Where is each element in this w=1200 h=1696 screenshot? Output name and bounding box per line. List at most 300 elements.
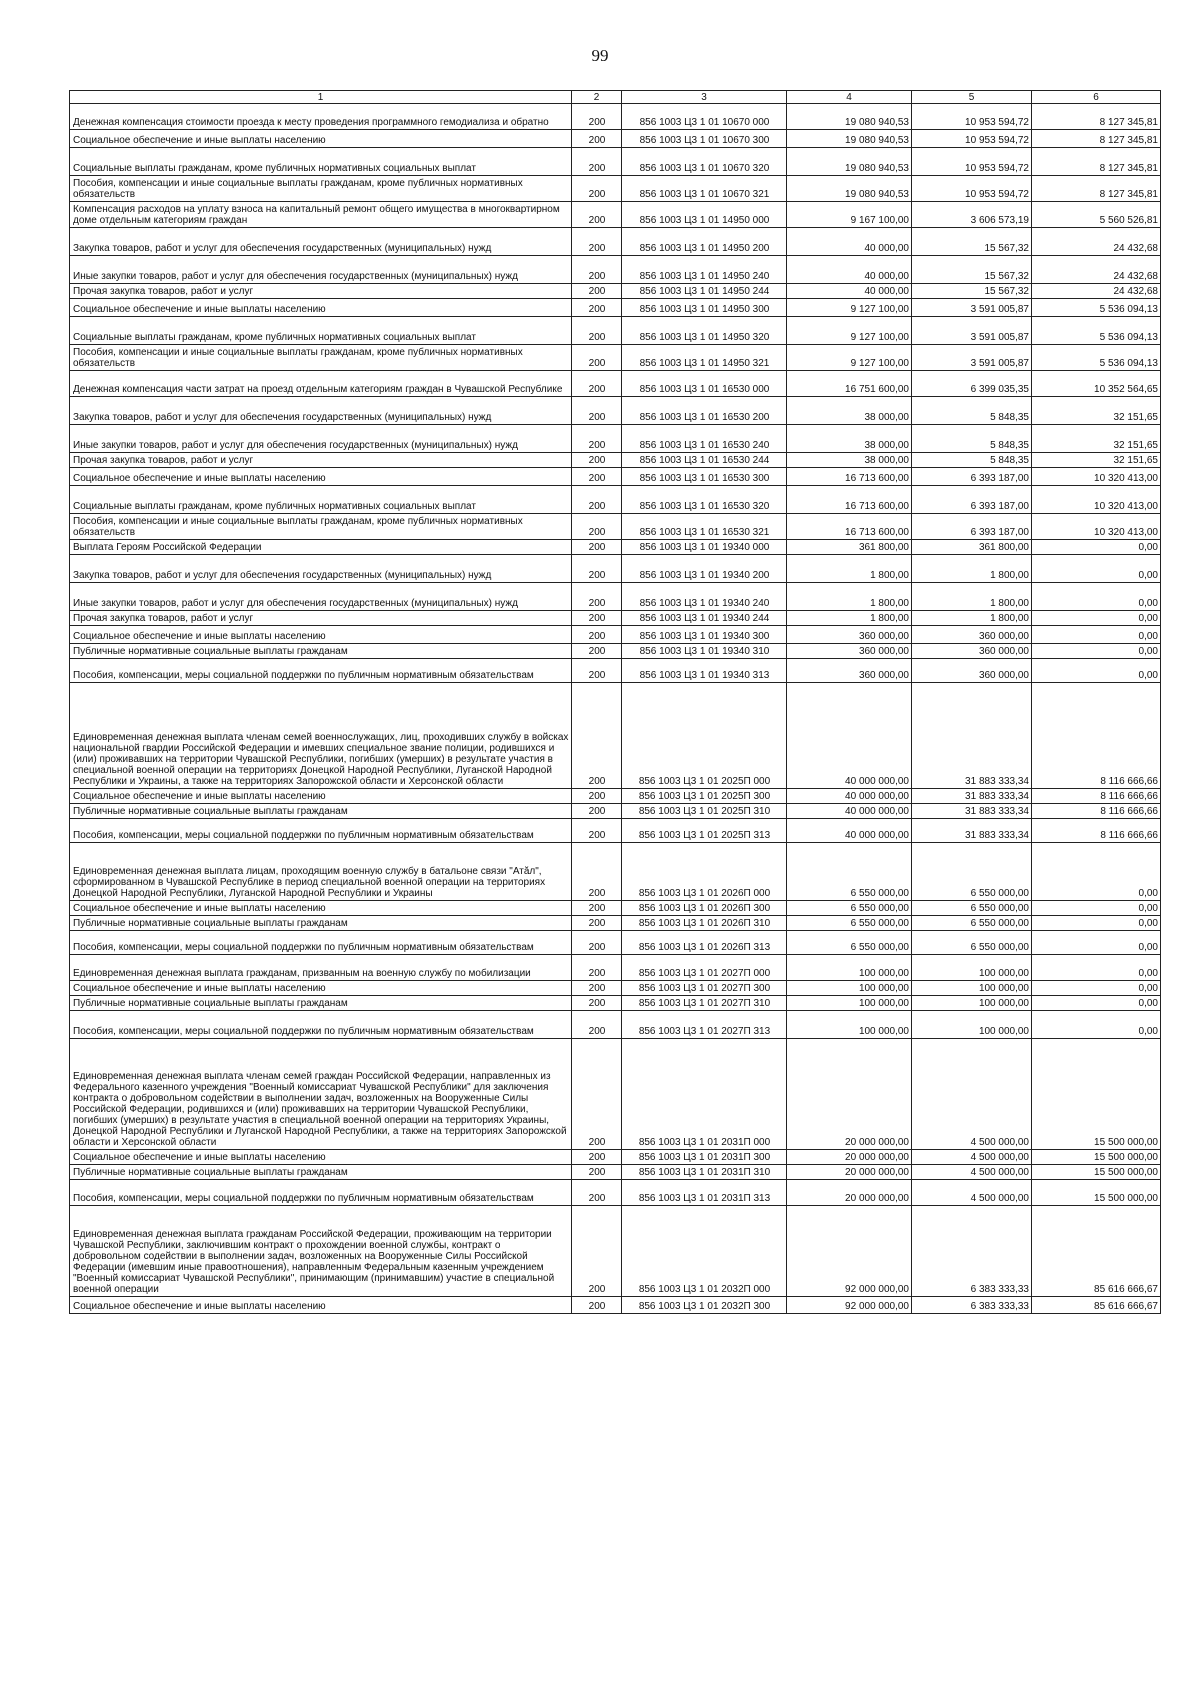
row-dept-code: 200 bbox=[572, 955, 622, 981]
table-row bbox=[70, 202, 1161, 228]
row-value-col5: 6 550 000,00 bbox=[912, 843, 1032, 901]
row-classification-code: 856 1003 Ц3 1 01 2031П 310 bbox=[622, 1165, 787, 1180]
row-name: Пособия, компенсации, меры социальной поддержки по публичным нормативным обязательствам bbox=[70, 1011, 572, 1039]
row-dept-code: 200 bbox=[572, 1150, 622, 1165]
row-value-col6: 0,00 bbox=[1032, 611, 1161, 626]
row-classification-code: 856 1003 Ц3 1 01 14950 300 bbox=[622, 299, 787, 317]
table-row bbox=[70, 819, 1161, 843]
row-dept-code: 200 bbox=[572, 299, 622, 317]
row-value-col4: 19 080 940,53 bbox=[787, 176, 912, 202]
row-classification-code: 856 1003 Ц3 1 01 2031П 000 bbox=[622, 1039, 787, 1150]
row-classification-code: 856 1003 Ц3 1 01 2026П 313 bbox=[622, 931, 787, 955]
row-value-col4: 92 000 000,00 bbox=[787, 1206, 912, 1297]
table-row bbox=[70, 299, 1161, 317]
row-classification-code: 856 1003 Ц3 1 01 14950 000 bbox=[622, 202, 787, 228]
row-value-col5: 100 000,00 bbox=[912, 955, 1032, 981]
row-value-col6: 85 616 666,67 bbox=[1032, 1297, 1161, 1314]
row-classification-code: 856 1003 Ц3 1 01 19340 310 bbox=[622, 644, 787, 659]
row-value-col5: 4 500 000,00 bbox=[912, 1165, 1032, 1180]
row-value-col6: 8 127 345,81 bbox=[1032, 104, 1161, 130]
table-row bbox=[70, 626, 1161, 644]
row-value-col6: 0,00 bbox=[1032, 916, 1161, 931]
row-value-col6: 24 432,68 bbox=[1032, 256, 1161, 284]
row-value-col6: 0,00 bbox=[1032, 540, 1161, 555]
row-classification-code: 856 1003 Ц3 1 01 2025П 313 bbox=[622, 819, 787, 843]
row-dept-code: 200 bbox=[572, 843, 622, 901]
row-classification-code: 856 1003 Ц3 1 01 2031П 313 bbox=[622, 1180, 787, 1206]
table-row bbox=[70, 789, 1161, 804]
table-row bbox=[70, 683, 1161, 789]
row-value-col4: 9 127 100,00 bbox=[787, 299, 912, 317]
row-value-col4: 20 000 000,00 bbox=[787, 1180, 912, 1206]
header-row bbox=[70, 91, 1161, 104]
row-dept-code: 200 bbox=[572, 371, 622, 397]
row-value-col4: 19 080 940,53 bbox=[787, 104, 912, 130]
row-classification-code: 856 1003 Ц3 1 01 16530 000 bbox=[622, 371, 787, 397]
row-value-col5: 4 500 000,00 bbox=[912, 1150, 1032, 1165]
row-value-col6: 24 432,68 bbox=[1032, 284, 1161, 299]
row-value-col4: 360 000,00 bbox=[787, 644, 912, 659]
row-value-col6: 5 560 526,81 bbox=[1032, 202, 1161, 228]
row-dept-code: 200 bbox=[572, 397, 622, 425]
row-name: Прочая закупка товаров, работ и услуг bbox=[70, 611, 572, 626]
row-name: Денежная компенсация стоимости проезда к месту проведения программного гемодиализа и обратно bbox=[70, 104, 572, 130]
table-row bbox=[70, 1206, 1161, 1297]
row-dept-code: 200 bbox=[572, 555, 622, 583]
row-value-col6: 15 500 000,00 bbox=[1032, 1165, 1161, 1180]
row-name: Публичные нормативные социальные выплаты гражданам bbox=[70, 644, 572, 659]
row-value-col4: 1 800,00 bbox=[787, 583, 912, 611]
row-dept-code: 200 bbox=[572, 514, 622, 540]
row-name: Выплата Героям Российской Федерации bbox=[70, 540, 572, 555]
row-dept-code: 200 bbox=[572, 901, 622, 916]
row-classification-code: 856 1003 Ц3 1 01 2027П 310 bbox=[622, 996, 787, 1011]
row-name: Социальное обеспечение и иные выплаты населению bbox=[70, 1297, 572, 1314]
row-value-col6: 0,00 bbox=[1032, 843, 1161, 901]
row-value-col6: 8 127 345,81 bbox=[1032, 176, 1161, 202]
row-value-col6: 10 320 413,00 bbox=[1032, 468, 1161, 486]
row-dept-code: 200 bbox=[572, 130, 622, 148]
row-dept-code: 200 bbox=[572, 683, 622, 789]
row-dept-code: 200 bbox=[572, 202, 622, 228]
row-value-col5: 360 000,00 bbox=[912, 626, 1032, 644]
row-value-col6: 0,00 bbox=[1032, 1011, 1161, 1039]
row-value-col5: 100 000,00 bbox=[912, 981, 1032, 996]
row-value-col4: 6 550 000,00 bbox=[787, 931, 912, 955]
row-value-col4: 1 800,00 bbox=[787, 555, 912, 583]
row-classification-code: 856 1003 Ц3 1 01 2026П 000 bbox=[622, 843, 787, 901]
row-dept-code: 200 bbox=[572, 644, 622, 659]
row-value-col6: 15 500 000,00 bbox=[1032, 1150, 1161, 1165]
row-value-col4: 16 713 600,00 bbox=[787, 486, 912, 514]
row-value-col5: 360 000,00 bbox=[912, 659, 1032, 683]
page-number: 99 bbox=[591, 46, 609, 65]
table-row bbox=[70, 901, 1161, 916]
row-value-col4: 6 550 000,00 bbox=[787, 916, 912, 931]
row-name: Единовременная денежная выплата гражданам Российской Федерации, проживающим на территории Чувашской Республики, заключившим контракт о прохождении военной службы, контракт о добровольном содействии в выполнении задач, возложенных на Вооруженные Силы Российской Федерации (имевшим иные правоотношения), направленным Федеральным казенным учреждением "Военный комиссариат Чувашской Республики", принимающим (принимавшим) участие в специальной военной операции bbox=[70, 1206, 572, 1297]
row-value-col4: 20 000 000,00 bbox=[787, 1039, 912, 1150]
row-name: Пособия, компенсации, меры социальной поддержки по публичным нормативным обязательствам bbox=[70, 659, 572, 683]
row-value-col4: 100 000,00 bbox=[787, 981, 912, 996]
row-dept-code: 200 bbox=[572, 626, 622, 644]
table-row bbox=[70, 843, 1161, 901]
row-value-col6: 0,00 bbox=[1032, 981, 1161, 996]
row-name: Закупка товаров, работ и услуг для обеспечения государственных (муниципальных) нужд bbox=[70, 228, 572, 256]
row-value-col4: 6 550 000,00 bbox=[787, 901, 912, 916]
row-name: Социальное обеспечение и иные выплаты населению bbox=[70, 1150, 572, 1165]
row-name: Пособия, компенсации, меры социальной поддержки по публичным нормативным обязательствам bbox=[70, 931, 572, 955]
row-value-col5: 3 606 573,19 bbox=[912, 202, 1032, 228]
row-name: Единовременная денежная выплата лицам, проходящим военную службу в батальоне связи "Атӑл", сформированном в Чувашской Республике в период специальной военной операции на территориях Донецкой Народной Республики, Луганской Народной Республики и Украины bbox=[70, 843, 572, 901]
row-value-col4: 9 167 100,00 bbox=[787, 202, 912, 228]
row-value-col6: 0,00 bbox=[1032, 583, 1161, 611]
row-value-col6: 24 432,68 bbox=[1032, 228, 1161, 256]
row-value-col5: 6 393 187,00 bbox=[912, 514, 1032, 540]
table-row bbox=[70, 1150, 1161, 1165]
row-value-col6: 10 352 564,65 bbox=[1032, 371, 1161, 397]
row-classification-code: 856 1003 Ц3 1 01 16530 300 bbox=[622, 468, 787, 486]
row-name: Единовременная денежная выплата членам семей военнослужащих, лиц, проходивших службу в войсках национальной гвардии Российской Федерации и имевших специальное звание полиции, родившихся и (или) проживавших на территории Чувашской Республики, погибших (умерших) в результате участия в специальной военной операции на территориях Донецкой Народной Республики, Луганской Народной Республики и Украины, а также на территориях Запорожской области и Херсонской области bbox=[70, 683, 572, 789]
table-row bbox=[70, 284, 1161, 299]
row-value-col6: 15 500 000,00 bbox=[1032, 1180, 1161, 1206]
row-name: Пособия, компенсации, меры социальной поддержки по публичным нормативным обязательствам bbox=[70, 1180, 572, 1206]
row-classification-code: 856 1003 Ц3 1 01 10670 300 bbox=[622, 130, 787, 148]
row-value-col6: 0,00 bbox=[1032, 626, 1161, 644]
row-dept-code: 200 bbox=[572, 284, 622, 299]
row-dept-code: 200 bbox=[572, 1165, 622, 1180]
row-value-col6: 32 151,65 bbox=[1032, 397, 1161, 425]
row-value-col4: 38 000,00 bbox=[787, 453, 912, 468]
table-row bbox=[70, 804, 1161, 819]
row-name: Иные закупки товаров, работ и услуг для обеспечения государственных (муниципальных) нужд bbox=[70, 256, 572, 284]
table-row bbox=[70, 1297, 1161, 1314]
table-body bbox=[70, 104, 1161, 1314]
row-classification-code: 856 1003 Ц3 1 01 2027П 313 bbox=[622, 1011, 787, 1039]
row-classification-code: 856 1003 Ц3 1 01 2032П 000 bbox=[622, 1206, 787, 1297]
row-classification-code: 856 1003 Ц3 1 01 10670 321 bbox=[622, 176, 787, 202]
row-classification-code: 856 1003 Ц3 1 01 19340 200 bbox=[622, 555, 787, 583]
row-value-col4: 40 000 000,00 bbox=[787, 789, 912, 804]
row-value-col5: 100 000,00 bbox=[912, 1011, 1032, 1039]
row-value-col4: 40 000 000,00 bbox=[787, 683, 912, 789]
row-dept-code: 200 bbox=[572, 453, 622, 468]
row-dept-code: 200 bbox=[572, 256, 622, 284]
header-col-6: 6 bbox=[1032, 91, 1161, 104]
row-value-col6: 0,00 bbox=[1032, 555, 1161, 583]
table-row bbox=[70, 931, 1161, 955]
row-name: Закупка товаров, работ и услуг для обеспечения государственных (муниципальных) нужд bbox=[70, 555, 572, 583]
row-dept-code: 200 bbox=[572, 996, 622, 1011]
row-classification-code: 856 1003 Ц3 1 01 14950 321 bbox=[622, 345, 787, 371]
row-value-col4: 1 800,00 bbox=[787, 611, 912, 626]
row-dept-code: 200 bbox=[572, 317, 622, 345]
row-value-col4: 361 800,00 bbox=[787, 540, 912, 555]
row-value-col6: 0,00 bbox=[1032, 955, 1161, 981]
row-dept-code: 200 bbox=[572, 583, 622, 611]
row-value-col6: 8 116 666,66 bbox=[1032, 819, 1161, 843]
row-value-col5: 10 953 594,72 bbox=[912, 104, 1032, 130]
row-dept-code: 200 bbox=[572, 1011, 622, 1039]
table-row bbox=[70, 644, 1161, 659]
row-value-col4: 100 000,00 bbox=[787, 1011, 912, 1039]
row-value-col6: 0,00 bbox=[1032, 644, 1161, 659]
row-name: Иные закупки товаров, работ и услуг для обеспечения государственных (муниципальных) нужд bbox=[70, 425, 572, 453]
table-row bbox=[70, 611, 1161, 626]
row-value-col5: 6 399 035,35 bbox=[912, 371, 1032, 397]
row-value-col6: 8 116 666,66 bbox=[1032, 683, 1161, 789]
row-value-col6: 10 320 413,00 bbox=[1032, 514, 1161, 540]
row-classification-code: 856 1003 Ц3 1 01 2027П 000 bbox=[622, 955, 787, 981]
row-value-col6: 5 536 094,13 bbox=[1032, 299, 1161, 317]
row-value-col5: 5 848,35 bbox=[912, 397, 1032, 425]
row-value-col4: 100 000,00 bbox=[787, 996, 912, 1011]
row-value-col5: 3 591 005,87 bbox=[912, 345, 1032, 371]
row-value-col6: 5 536 094,13 bbox=[1032, 317, 1161, 345]
row-classification-code: 856 1003 Ц3 1 01 16530 240 bbox=[622, 425, 787, 453]
row-value-col5: 100 000,00 bbox=[912, 996, 1032, 1011]
table-row bbox=[70, 453, 1161, 468]
row-dept-code: 200 bbox=[572, 916, 622, 931]
row-value-col4: 40 000,00 bbox=[787, 228, 912, 256]
row-dept-code: 200 bbox=[572, 486, 622, 514]
row-classification-code: 856 1003 Ц3 1 01 19340 240 bbox=[622, 583, 787, 611]
row-value-col5: 31 883 333,34 bbox=[912, 789, 1032, 804]
row-name: Публичные нормативные социальные выплаты гражданам bbox=[70, 1165, 572, 1180]
row-dept-code: 200 bbox=[572, 176, 622, 202]
row-value-col4: 38 000,00 bbox=[787, 425, 912, 453]
row-value-col5: 6 383 333,33 bbox=[912, 1297, 1032, 1314]
row-dept-code: 200 bbox=[572, 425, 622, 453]
table-row bbox=[70, 514, 1161, 540]
table-row bbox=[70, 130, 1161, 148]
row-value-col5: 6 393 187,00 bbox=[912, 468, 1032, 486]
row-dept-code: 200 bbox=[572, 104, 622, 130]
row-dept-code: 200 bbox=[572, 468, 622, 486]
row-value-col4: 40 000,00 bbox=[787, 256, 912, 284]
row-name: Денежная компенсация части затрат на проезд отдельным категориям граждан в Чувашской Республике bbox=[70, 371, 572, 397]
row-name: Компенсация расходов на уплату взноса на капитальный ремонт общего имущества в многоквартирном доме отдельным категориям граждан bbox=[70, 202, 572, 228]
row-name: Социальное обеспечение и иные выплаты населению bbox=[70, 130, 572, 148]
row-name: Социальное обеспечение и иные выплаты населению bbox=[70, 468, 572, 486]
row-classification-code: 856 1003 Ц3 1 01 2025П 000 bbox=[622, 683, 787, 789]
table-row bbox=[70, 397, 1161, 425]
row-name: Пособия, компенсации и иные социальные выплаты гражданам, кроме публичных нормативных обязательств bbox=[70, 345, 572, 371]
table-row bbox=[70, 1011, 1161, 1039]
row-value-col4: 100 000,00 bbox=[787, 955, 912, 981]
row-name: Пособия, компенсации и иные социальные выплаты гражданам, кроме публичных нормативных обязательств bbox=[70, 176, 572, 202]
row-name: Публичные нормативные социальные выплаты гражданам bbox=[70, 916, 572, 931]
row-value-col4: 9 127 100,00 bbox=[787, 345, 912, 371]
row-classification-code: 856 1003 Ц3 1 01 16530 200 bbox=[622, 397, 787, 425]
table-row bbox=[70, 317, 1161, 345]
row-classification-code: 856 1003 Ц3 1 01 2031П 300 bbox=[622, 1150, 787, 1165]
table-row bbox=[70, 256, 1161, 284]
row-value-col4: 16 751 600,00 bbox=[787, 371, 912, 397]
table-row bbox=[70, 916, 1161, 931]
row-value-col6: 5 536 094,13 bbox=[1032, 345, 1161, 371]
row-value-col4: 40 000,00 bbox=[787, 284, 912, 299]
row-name: Социальное обеспечение и иные выплаты населению bbox=[70, 901, 572, 916]
row-dept-code: 200 bbox=[572, 981, 622, 996]
row-name: Публичные нормативные социальные выплаты гражданам bbox=[70, 804, 572, 819]
row-value-col6: 0,00 bbox=[1032, 901, 1161, 916]
row-value-col5: 360 000,00 bbox=[912, 644, 1032, 659]
table-row bbox=[70, 345, 1161, 371]
table-row bbox=[70, 104, 1161, 130]
row-name: Единовременная денежная выплата членам семей граждан Российской Федерации, направленных из Федерального казенного учреждения "Военный комиссариат Чувашской Республики" для заключения контракта о добровольном содействии в выполнении задач, возложенных на Вооруженные Силы Российской Федерации, родившихся и (или) проживавших на территории Чувашской Республики, погибших (умерших) в результате участия в специальной военной операции на территориях Украины, Донецкой Народной Республики и Луганской Народной Республики, а также на территориях Запорожской области и Херсонской области bbox=[70, 1039, 572, 1150]
row-classification-code: 856 1003 Ц3 1 01 16530 321 bbox=[622, 514, 787, 540]
header-col-2: 2 bbox=[572, 91, 622, 104]
row-value-col6: 15 500 000,00 bbox=[1032, 1039, 1161, 1150]
row-value-col5: 1 800,00 bbox=[912, 555, 1032, 583]
row-name: Социальные выплаты гражданам, кроме публичных нормативных социальных выплат bbox=[70, 148, 572, 176]
row-classification-code: 856 1003 Ц3 1 01 14950 244 bbox=[622, 284, 787, 299]
row-value-col5: 6 550 000,00 bbox=[912, 931, 1032, 955]
row-value-col5: 15 567,32 bbox=[912, 256, 1032, 284]
row-value-col4: 360 000,00 bbox=[787, 659, 912, 683]
row-dept-code: 200 bbox=[572, 931, 622, 955]
row-value-col5: 10 953 594,72 bbox=[912, 148, 1032, 176]
table-header bbox=[70, 91, 1161, 104]
row-dept-code: 200 bbox=[572, 1297, 622, 1314]
row-name: Иные закупки товаров, работ и услуг для обеспечения государственных (муниципальных) нужд bbox=[70, 583, 572, 611]
row-classification-code: 856 1003 Ц3 1 01 10670 000 bbox=[622, 104, 787, 130]
row-value-col6: 8 116 666,66 bbox=[1032, 789, 1161, 804]
row-value-col4: 19 080 940,53 bbox=[787, 130, 912, 148]
table-row bbox=[70, 228, 1161, 256]
row-value-col4: 40 000 000,00 bbox=[787, 804, 912, 819]
row-value-col5: 31 883 333,34 bbox=[912, 683, 1032, 789]
row-value-col6: 8 127 345,81 bbox=[1032, 130, 1161, 148]
row-classification-code: 856 1003 Ц3 1 01 2025П 300 bbox=[622, 789, 787, 804]
row-value-col4: 38 000,00 bbox=[787, 397, 912, 425]
row-value-col6: 85 616 666,67 bbox=[1032, 1206, 1161, 1297]
table-row bbox=[70, 1165, 1161, 1180]
row-value-col5: 6 550 000,00 bbox=[912, 916, 1032, 931]
row-dept-code: 200 bbox=[572, 659, 622, 683]
row-value-col4: 20 000 000,00 bbox=[787, 1165, 912, 1180]
table-row bbox=[70, 148, 1161, 176]
row-dept-code: 200 bbox=[572, 1180, 622, 1206]
row-name: Социальные выплаты гражданам, кроме публичных нормативных социальных выплат bbox=[70, 317, 572, 345]
row-dept-code: 200 bbox=[572, 611, 622, 626]
row-value-col5: 10 953 594,72 bbox=[912, 176, 1032, 202]
row-value-col5: 3 591 005,87 bbox=[912, 317, 1032, 345]
row-dept-code: 200 bbox=[572, 345, 622, 371]
row-value-col5: 31 883 333,34 bbox=[912, 804, 1032, 819]
row-value-col6: 32 151,65 bbox=[1032, 425, 1161, 453]
row-value-col4: 360 000,00 bbox=[787, 626, 912, 644]
row-name: Публичные нормативные социальные выплаты гражданам bbox=[70, 996, 572, 1011]
row-value-col5: 6 393 187,00 bbox=[912, 486, 1032, 514]
row-value-col5: 31 883 333,34 bbox=[912, 819, 1032, 843]
row-classification-code: 856 1003 Ц3 1 01 14950 200 bbox=[622, 228, 787, 256]
table-row bbox=[70, 425, 1161, 453]
row-value-col5: 361 800,00 bbox=[912, 540, 1032, 555]
row-classification-code: 856 1003 Ц3 1 01 19340 244 bbox=[622, 611, 787, 626]
table-row bbox=[70, 981, 1161, 996]
row-value-col5: 5 848,35 bbox=[912, 425, 1032, 453]
row-value-col5: 5 848,35 bbox=[912, 453, 1032, 468]
table-row bbox=[70, 371, 1161, 397]
row-value-col6: 8 127 345,81 bbox=[1032, 148, 1161, 176]
row-value-col4: 16 713 600,00 bbox=[787, 468, 912, 486]
row-classification-code: 856 1003 Ц3 1 01 14950 240 bbox=[622, 256, 787, 284]
row-dept-code: 200 bbox=[572, 1039, 622, 1150]
row-classification-code: 856 1003 Ц3 1 01 19340 313 bbox=[622, 659, 787, 683]
row-classification-code: 856 1003 Ц3 1 01 2025П 310 bbox=[622, 804, 787, 819]
row-classification-code: 856 1003 Ц3 1 01 16530 320 bbox=[622, 486, 787, 514]
table-row bbox=[70, 468, 1161, 486]
row-classification-code: 856 1003 Ц3 1 01 14950 320 bbox=[622, 317, 787, 345]
row-value-col4: 6 550 000,00 bbox=[787, 843, 912, 901]
row-dept-code: 200 bbox=[572, 148, 622, 176]
table-row bbox=[70, 540, 1161, 555]
row-value-col4: 20 000 000,00 bbox=[787, 1150, 912, 1165]
row-name: Закупка товаров, работ и услуг для обеспечения государственных (муниципальных) нужд bbox=[70, 397, 572, 425]
row-dept-code: 200 bbox=[572, 789, 622, 804]
row-value-col4: 40 000 000,00 bbox=[787, 819, 912, 843]
row-name: Прочая закупка товаров, работ и услуг bbox=[70, 453, 572, 468]
row-dept-code: 200 bbox=[572, 819, 622, 843]
row-dept-code: 200 bbox=[572, 804, 622, 819]
row-classification-code: 856 1003 Ц3 1 01 10670 320 bbox=[622, 148, 787, 176]
row-value-col5: 15 567,32 bbox=[912, 228, 1032, 256]
budget-table bbox=[69, 90, 1161, 1314]
table-row bbox=[70, 659, 1161, 683]
row-value-col5: 1 800,00 bbox=[912, 611, 1032, 626]
header-col-4: 4 bbox=[787, 91, 912, 104]
table-row bbox=[70, 555, 1161, 583]
row-value-col6: 10 320 413,00 bbox=[1032, 486, 1161, 514]
row-name: Пособия, компенсации, меры социальной поддержки по публичным нормативным обязательствам bbox=[70, 819, 572, 843]
table-row bbox=[70, 486, 1161, 514]
table-row bbox=[70, 1180, 1161, 1206]
table-row bbox=[70, 996, 1161, 1011]
row-name: Единовременная денежная выплата гражданам, призванным на военную службу по мобилизации bbox=[70, 955, 572, 981]
row-classification-code: 856 1003 Ц3 1 01 2032П 300 bbox=[622, 1297, 787, 1314]
row-name: Социальные выплаты гражданам, кроме публичных нормативных социальных выплат bbox=[70, 486, 572, 514]
row-value-col5: 6 550 000,00 bbox=[912, 901, 1032, 916]
row-classification-code: 856 1003 Ц3 1 01 2027П 300 bbox=[622, 981, 787, 996]
row-classification-code: 856 1003 Ц3 1 01 16530 244 bbox=[622, 453, 787, 468]
row-name: Социальное обеспечение и иные выплаты населению bbox=[70, 981, 572, 996]
row-value-col5: 15 567,32 bbox=[912, 284, 1032, 299]
table-row bbox=[70, 955, 1161, 981]
row-name: Социальное обеспечение и иные выплаты населению bbox=[70, 299, 572, 317]
row-value-col5: 4 500 000,00 bbox=[912, 1180, 1032, 1206]
row-value-col5: 10 953 594,72 bbox=[912, 130, 1032, 148]
row-value-col6: 32 151,65 bbox=[1032, 453, 1161, 468]
table-row bbox=[70, 176, 1161, 202]
header-col-1: 1 bbox=[70, 91, 572, 104]
table-row bbox=[70, 583, 1161, 611]
table-row bbox=[70, 1039, 1161, 1150]
row-classification-code: 856 1003 Ц3 1 01 2026П 310 bbox=[622, 916, 787, 931]
row-value-col6: 0,00 bbox=[1032, 659, 1161, 683]
row-value-col4: 16 713 600,00 bbox=[787, 514, 912, 540]
row-classification-code: 856 1003 Ц3 1 01 19340 300 bbox=[622, 626, 787, 644]
row-dept-code: 200 bbox=[572, 540, 622, 555]
row-value-col5: 3 591 005,87 bbox=[912, 299, 1032, 317]
row-value-col4: 9 127 100,00 bbox=[787, 317, 912, 345]
row-value-col4: 19 080 940,53 bbox=[787, 148, 912, 176]
row-name: Социальное обеспечение и иные выплаты населению bbox=[70, 789, 572, 804]
row-value-col5: 1 800,00 bbox=[912, 583, 1032, 611]
row-value-col5: 4 500 000,00 bbox=[912, 1039, 1032, 1150]
row-dept-code: 200 bbox=[572, 228, 622, 256]
row-value-col6: 8 116 666,66 bbox=[1032, 804, 1161, 819]
